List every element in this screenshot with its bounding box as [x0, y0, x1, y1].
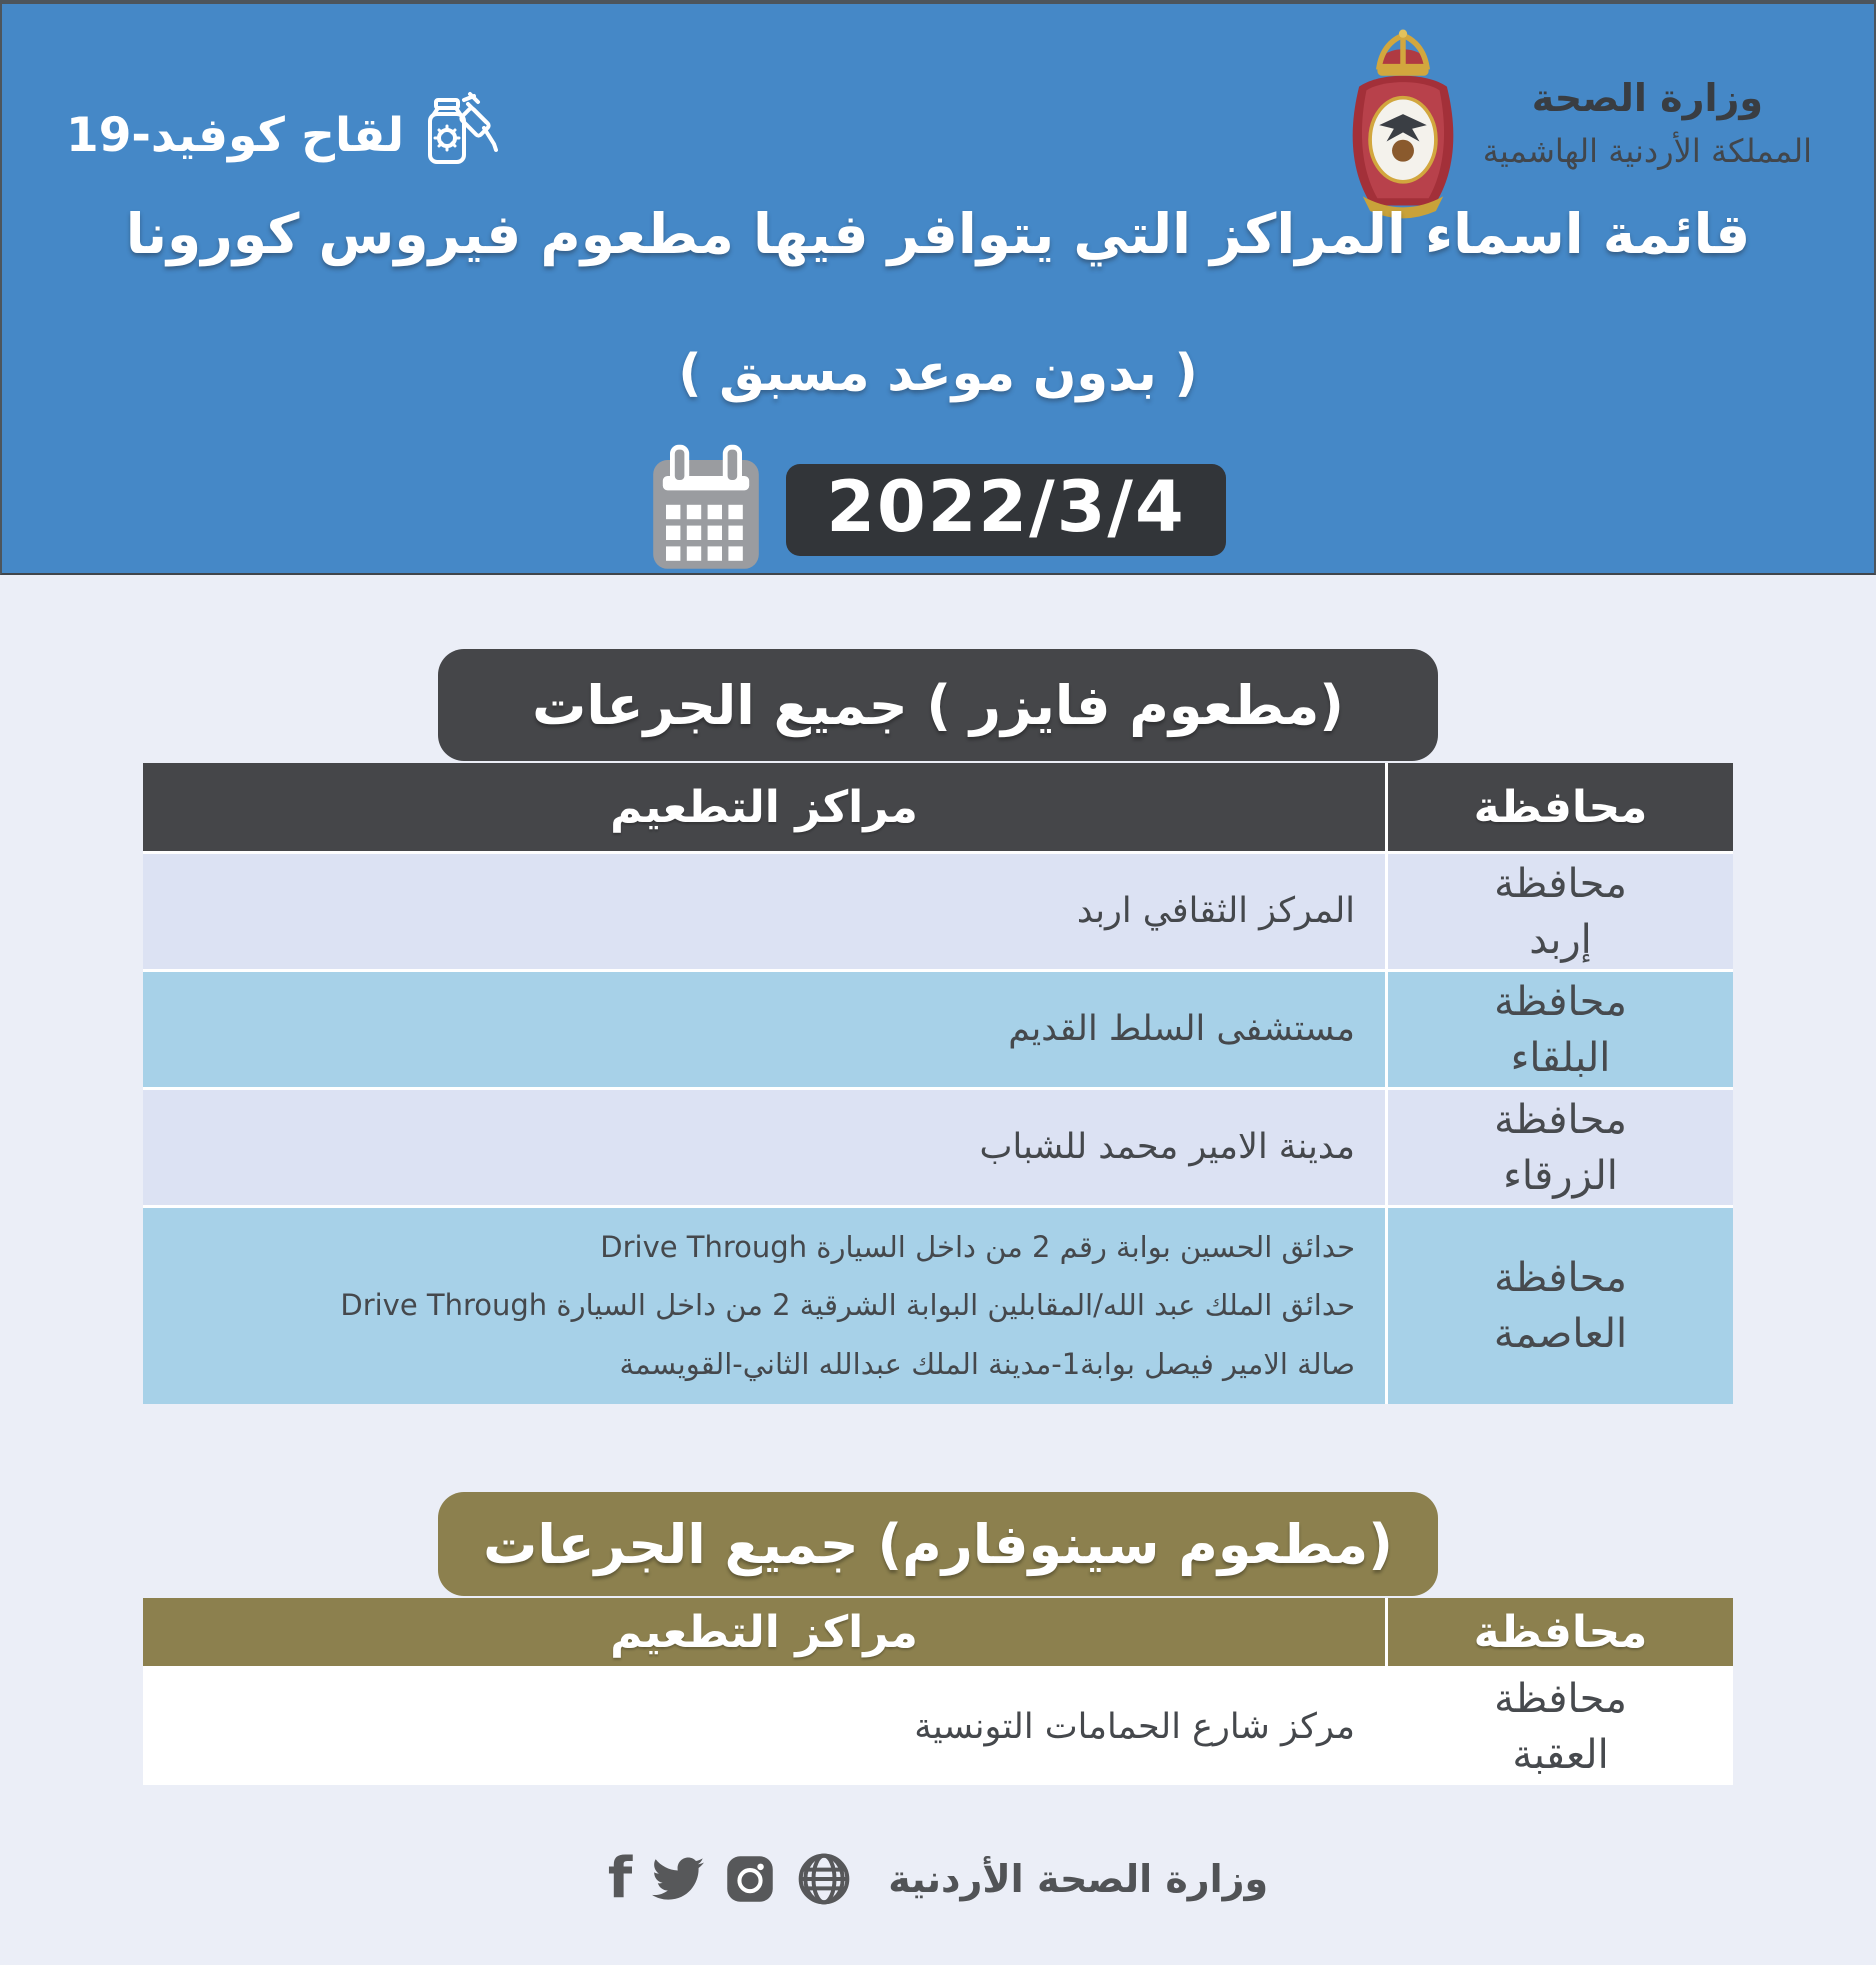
- governorate-cell: [1388, 1208, 1733, 1404]
- vaccination-center-name: مركز شارع الحمامات التونسية: [914, 1706, 1355, 1747]
- table-row: [143, 1090, 1733, 1205]
- governorate-cell: [1388, 972, 1733, 1087]
- centers-cell: [143, 972, 1385, 1087]
- vaccination-center-name: حدائق الملك عبد الله/المقابلين البوابة الشرقية 2 من داخل السيارة Drive Through: [340, 1288, 1355, 1323]
- sinopharm-table: [143, 1598, 1733, 1785]
- table-row: [143, 1669, 1733, 1785]
- governorate-label: البلقاء: [1510, 1034, 1611, 1081]
- section-pfizer: [0, 649, 1876, 1404]
- covid-vaccine-label: [66, 86, 498, 184]
- ministry-block: [1339, 28, 1812, 228]
- centers-cell: [143, 854, 1385, 969]
- date-row: [2, 444, 1874, 576]
- calendar-icon: [650, 444, 762, 576]
- jordan-coat-of-arms: [1339, 28, 1467, 228]
- governorate-label: إربد: [1529, 916, 1592, 963]
- column-header-governorate: محافظة: [1388, 1598, 1733, 1666]
- page-subtitle: ( بدون موعد مسبق ): [678, 344, 1198, 403]
- table-body: [143, 854, 1733, 1404]
- governorate-cell: [1388, 1669, 1733, 1785]
- vaccination-center-name: مدينة الامير محمد للشباب: [979, 1127, 1355, 1168]
- vaccine-vial-icon: [424, 86, 498, 184]
- globe-icon: [796, 1851, 852, 1907]
- instagram-icon: [724, 1853, 776, 1905]
- ministry-name: وزارة الصحة: [1531, 76, 1763, 120]
- centers-cell: [143, 1208, 1385, 1404]
- governorate-label: محافظة: [1494, 1096, 1627, 1143]
- governorate-cell: [1388, 1090, 1733, 1205]
- column-header-governorate: محافظة: [1388, 763, 1733, 851]
- date-badge: 2022/3/4: [786, 464, 1225, 556]
- governorate-cell: [1388, 854, 1733, 969]
- table-row: [143, 854, 1733, 969]
- table-row: [143, 972, 1733, 1087]
- page-title: قائمة اسماء المراكز التي يتوافر فيها مطعوم فيروس كورونا: [125, 202, 1751, 266]
- footer: [0, 1846, 1876, 1911]
- table-header-row: [143, 763, 1733, 851]
- twitter-icon: [652, 1857, 704, 1901]
- table-row: [143, 1208, 1733, 1404]
- governorate-label: محافظة: [1494, 1676, 1627, 1722]
- governorate-label: محافظة: [1494, 978, 1627, 1025]
- governorate-label: العاصمة: [1493, 1311, 1628, 1357]
- governorate-label: الزرقاء: [1503, 1152, 1618, 1199]
- pfizer-table: [143, 763, 1733, 1404]
- header-banner: [0, 0, 1876, 575]
- kingdom-name: المملكة الأردنية الهاشمية: [1482, 132, 1812, 170]
- vaccination-center-name: حدائق الحسين بوابة رقم 2 من داخل السيارة Drive Through: [600, 1229, 1355, 1264]
- column-header-centers: مراكز التطعيم: [143, 1598, 1385, 1666]
- section-title-pfizer: (مطعوم فايزر ) جميع الجرعات: [438, 649, 1438, 761]
- section-sinopharm: [0, 1492, 1876, 1785]
- governorate-label: العقبة: [1512, 1732, 1609, 1778]
- facebook-icon: f: [607, 1846, 633, 1911]
- centers-cell: [143, 1669, 1385, 1785]
- column-header-centers: مراكز التطعيم: [143, 763, 1385, 851]
- table-header-row: [143, 1598, 1733, 1666]
- vaccination-center-name: مستشفى السلط القديم: [1008, 1009, 1355, 1050]
- covid-label-text: لقاح كوفيد-19: [66, 107, 405, 163]
- vaccination-center-name: صالة الامير فيصل بوابة1-مدينة الملك عبدالله الثاني-القويسمة: [619, 1346, 1355, 1381]
- ministry-text: [1483, 76, 1812, 170]
- governorate-label: محافظة: [1494, 1255, 1627, 1301]
- governorate-label: محافظة: [1494, 860, 1627, 907]
- centers-cell: [143, 1090, 1385, 1205]
- section-title-sinopharm: (مطعوم سينوفارم) جميع الجرعات: [438, 1492, 1438, 1596]
- footer-ministry-label: وزارة الصحة الأردنية: [888, 1857, 1269, 1901]
- table-body: [143, 1669, 1733, 1785]
- vaccination-center-name: المركز الثقافي اربد: [1076, 891, 1355, 932]
